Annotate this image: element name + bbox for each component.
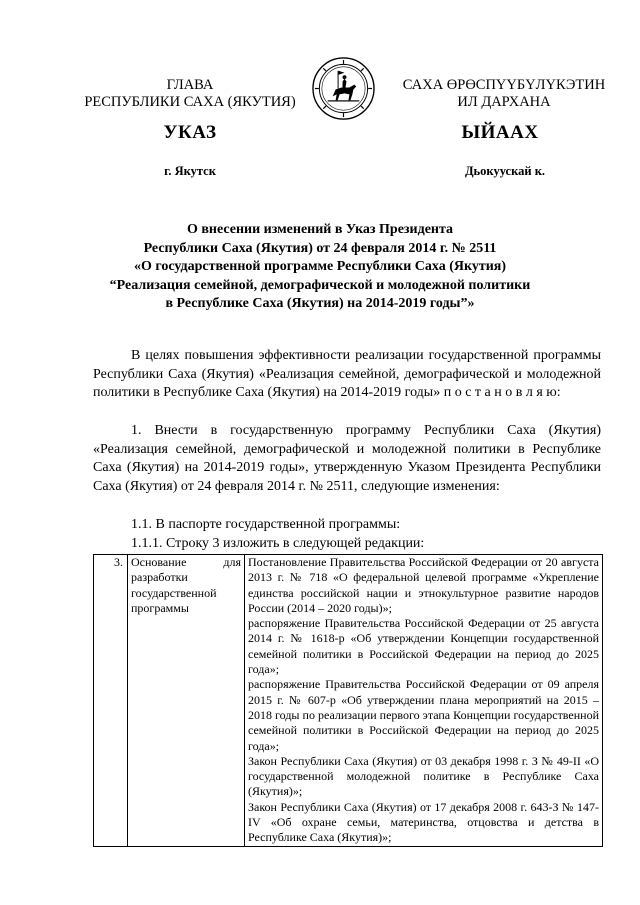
row-number: 3. [94,555,128,847]
table-row [94,555,603,847]
basis-entry-4: Закон Республики Саха (Якутия) от 03 декабря 1998 г. З № 49-II «О государственной молодежной политике в Республике Саха (Якутия)»; [248,753,599,799]
header-right-title [388,77,620,111]
row-label-line1: Основание для [131,555,241,569]
row-label-line3: государственной [131,585,217,600]
title-line5: в Республике Саха (Якутия) на 2014-2019 годы”» [165,296,475,312]
doc-type-right: ЫЙААХ [461,122,539,143]
basis-entry-3: распоряжение Правительства Российской Федерации от 09 апреля 2015 г. № 607-р «Об утверждении плана мероприятий на 2015 – 2018 годы по реализации первого этапа Концепции государственной семейной политики в Российской Федерации на период до 2025 года»; [248,677,599,753]
title-line2: Республики Саха (Якутия) от 24 февраля 2014 г. № 2511 [143,240,497,256]
basis-entry-1: Постановление Правительства Российской Федерации от 20 августа 2013 г. № 718 «О федеральной целевой программе «Укрепление единства российской нации и этнокультурное развитие народов России (2014 – 2020 годы)»; [248,555,599,615]
paragraph-1 [93,347,601,403]
paragraph-1-text: В целях повышения эффективности реализации государственной программы Республики Саха (Якутия) «Реализация семейной, демографической и молодежной политики в Республике Саха (Якутия) на 2014-2019 годы» [93,348,601,401]
item-1-1-1: 1.1.1. Строку 3 изложить в следующей редакции: [131,536,425,551]
header-left-title [75,77,305,111]
row-label-line4: программы [131,600,189,615]
city-right: Дьокуускай к. [464,164,546,178]
decree-title [60,221,580,314]
paragraph-2: 1. Внести в государственную программу Республики Саха (Якутия) «Реализация семейной, демографической и молодежной политики в Республике Саха (Якутия) на 2014-2019 годы», утвержденную Указом Президента Республики Саха (Якутия) от 24 февраля 2014 г. № 2511, следующие изменения: [93,423,601,494]
row-label-line2: разработки [131,570,188,585]
title-line3: «О государственной программе Республики Саха (Якутия) [133,259,507,275]
doc-type-left: УКАЗ [163,122,217,143]
emblem-seal [312,57,375,120]
row-label [128,555,245,847]
header-left-line2: РЕСПУБЛИКИ САХА (ЯКУТИЯ) [84,94,296,110]
city-left: г. Якутск [164,164,216,178]
basis-entry-2: распоряжение Правительства Российской Федерации от 25 августа 2014 г. № 1618-р «Об утверждении Концепции государственной семейной политики в Российской Федерации на период до 2025 года»; [248,616,599,677]
program-basis-table [93,554,603,847]
header-left-line1: ГЛАВА [166,77,214,93]
item-1-1: 1.1. В паспорте государственной программы: [131,517,401,532]
header-right-line2: ИЛ ДАРХАНА [457,94,551,110]
title-line4: “Реализация семейной, демографической и молодежной политики [109,277,531,293]
title-line1: О внесении изменений в Указ Президента [186,222,454,237]
basis-entry-5: Закон Республики Саха (Якутия) от 17 декабря 2008 г. 643-З № 147-IV «Об охране семьи, материнства, отцовства и детства в Республике Саха (Якутия)»; [248,799,599,845]
header-right-line1: САХА ӨРӨСПҮҮБҮЛҮКЭТИН [402,77,606,93]
postanovlyayu: п о с т а н о в л я ю: [443,385,561,401]
row-value [245,555,603,847]
